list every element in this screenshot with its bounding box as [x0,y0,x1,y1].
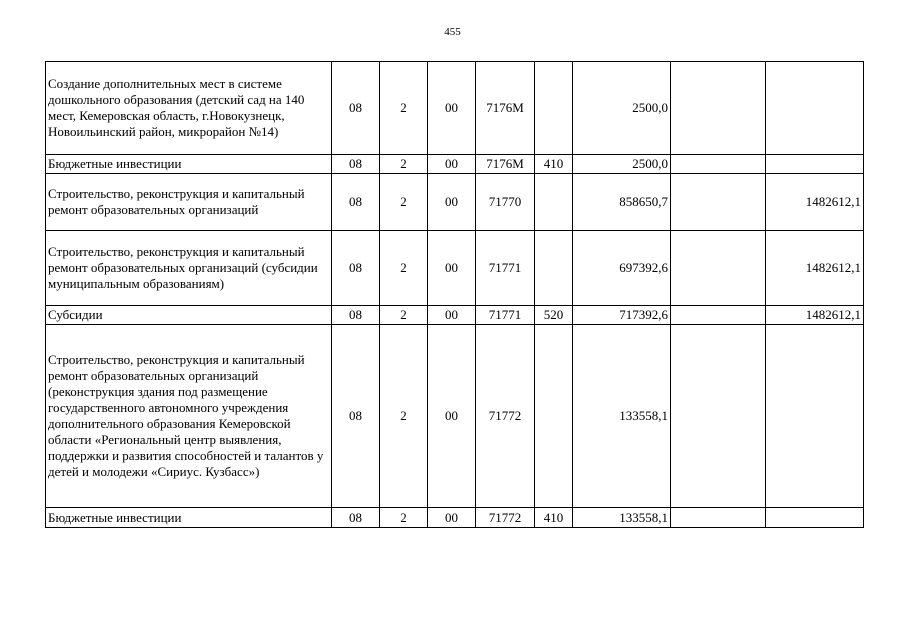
direction-code: 71771 [476,306,535,325]
expense-type-code [535,174,573,231]
row-description: Строительство, реконструкция и капитальный ремонт образовательных организаций [46,174,332,231]
amount-year-2 [671,62,766,155]
section-code: 08 [332,174,380,231]
amount-year-2 [671,231,766,306]
table-row [46,155,864,174]
expense-type-code [535,62,573,155]
program-code: 2 [380,508,428,528]
row-description: Бюджетные инвестиции [46,155,332,174]
row-description: Строительство, реконструкция и капитальный ремонт образовательных организаций (субсидии муниципальным образованиям) [46,231,332,306]
section-code: 08 [332,231,380,306]
amount-year-3 [766,155,864,174]
table-row [46,306,864,325]
subprogram-code: 00 [428,508,476,528]
expense-type-code: 410 [535,155,573,174]
row-description: Создание дополнительных мест в системе дошкольного образования (детский сад на 140 мест, Кемеровская область, г.Новокузнецк, Новоильинский район, микрорайон №14) [46,62,332,155]
table-row [46,325,864,508]
amount-year-2 [671,325,766,508]
program-code: 2 [380,306,428,325]
program-code: 2 [380,174,428,231]
program-code: 2 [380,155,428,174]
amount-year-2 [671,155,766,174]
amount-year-1: 133558,1 [573,325,671,508]
section-code: 08 [332,306,380,325]
amount-year-3: 1482612,1 [766,174,864,231]
subprogram-code: 00 [428,306,476,325]
section-code: 08 [332,508,380,528]
amount-year-1: 133558,1 [573,508,671,528]
amount-year-3: 1482612,1 [766,306,864,325]
table-row [46,174,864,231]
amount-year-1: 717392,6 [573,306,671,325]
direction-code: 71771 [476,231,535,306]
amount-year-2 [671,508,766,528]
program-code: 2 [380,62,428,155]
direction-code: 7176М [476,62,535,155]
table-row [46,508,864,528]
amount-year-2 [671,306,766,325]
amount-year-3: 1482612,1 [766,231,864,306]
direction-code: 71772 [476,325,535,508]
section-code: 08 [332,325,380,508]
amount-year-1: 858650,7 [573,174,671,231]
program-code: 2 [380,231,428,306]
subprogram-code: 00 [428,231,476,306]
expense-type-code [535,231,573,306]
expense-type-code: 410 [535,508,573,528]
budget-table [45,61,864,528]
row-description: Строительство, реконструкция и капитальный ремонт образовательных организаций (реконструкция здания под размещение государственного автономного учреждения дополнительного образования Кемеровской области «Региональный центр выявления, поддержки и развития способностей и талантов у детей и молодежи «Сириус. Кузбасс») [46,325,332,508]
amount-year-3 [766,325,864,508]
section-code: 08 [332,155,380,174]
row-description: Бюджетные инвестиции [46,508,332,528]
table-row [46,62,864,155]
table-row [46,231,864,306]
direction-code: 7176М [476,155,535,174]
page-number: 455 [444,26,461,38]
direction-code: 71772 [476,508,535,528]
subprogram-code: 00 [428,174,476,231]
direction-code: 71770 [476,174,535,231]
amount-year-1: 697392,6 [573,231,671,306]
amount-year-3 [766,508,864,528]
subprogram-code: 00 [428,155,476,174]
program-code: 2 [380,325,428,508]
amount-year-2 [671,174,766,231]
section-code: 08 [332,62,380,155]
subprogram-code: 00 [428,62,476,155]
expense-type-code [535,325,573,508]
amount-year-1: 2500,0 [573,62,671,155]
amount-year-3 [766,62,864,155]
expense-type-code: 520 [535,306,573,325]
subprogram-code: 00 [428,325,476,508]
row-description: Субсидии [46,306,332,325]
amount-year-1: 2500,0 [573,155,671,174]
